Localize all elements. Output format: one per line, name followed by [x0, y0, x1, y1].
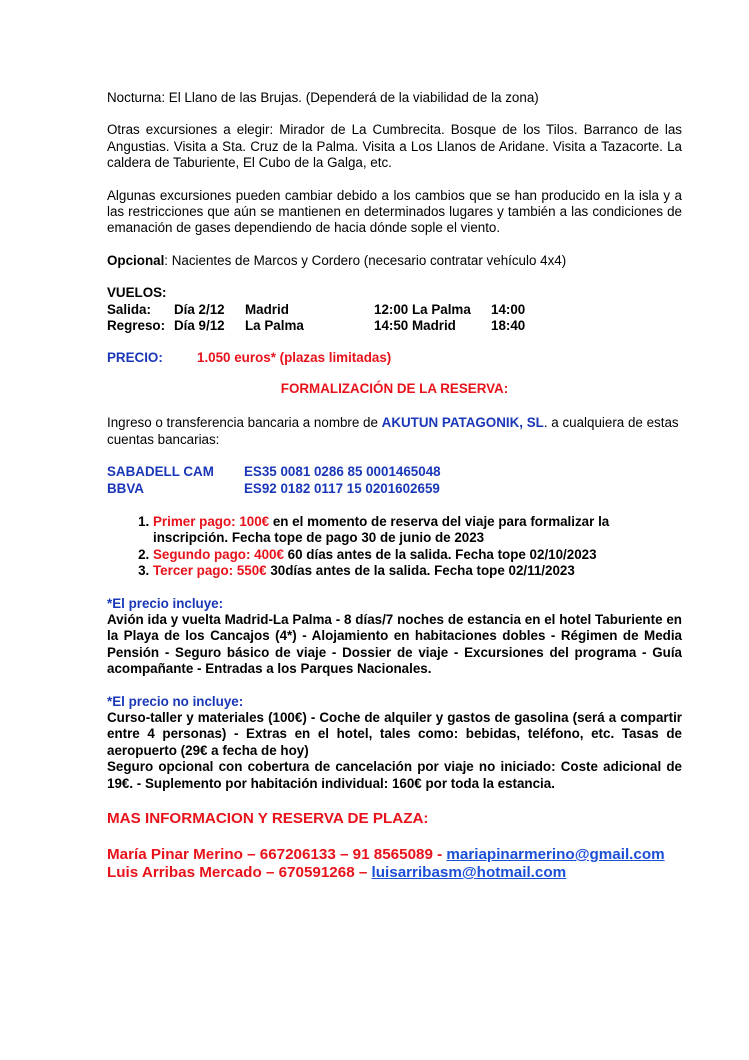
vuelos-title: VUELOS: — [107, 285, 167, 301]
payment-text: 60 días antes de la salida. Fecha tope 02/10/2023 — [283, 546, 597, 562]
contact-line — [107, 846, 682, 864]
flight-type: Regreso: — [107, 318, 166, 334]
no-incluye-title: *El precio no incluye: — [107, 693, 244, 709]
flight-origin: La Palma — [245, 318, 304, 334]
ingreso-after: . a cualquiera de estas cuentas bancarias: — [107, 415, 679, 447]
document-page — [107, 90, 682, 882]
payments-list — [107, 514, 682, 580]
payment-item — [153, 547, 682, 563]
contact-name: María Pinar Merino – 667206133 – 91 8565089 - — [107, 846, 447, 863]
bank-name: SABADELL CAM — [107, 464, 214, 480]
bank-iban: ES92 0182 0117 15 0201602659 — [244, 480, 440, 496]
payment-label: Tercer pago: 550€ — [153, 563, 267, 579]
account-row — [107, 481, 441, 497]
payment-item — [153, 563, 682, 579]
flight-day: Día 2/12 — [174, 301, 225, 317]
incluye-title: *El precio incluye: — [107, 595, 224, 611]
opcional-paragraph — [107, 253, 682, 269]
bank-iban: ES35 0081 0286 85 0001465048 — [244, 464, 441, 480]
flight-departure: 14:50 Madrid — [374, 318, 456, 334]
contact-email-link[interactable]: luisarribasm@hotmail.com — [371, 864, 567, 881]
mas-info-title: MAS INFORMACION Y RESERVA DE PLAZA: — [107, 810, 429, 827]
algunas-excursiones-paragraph: Algunas excursiones pueden cambiar debido a los cambios que se han producido en la isla y a las restricciones que aún se mantienen en determinados lugares y también a las condiciones de emanación de gases dependiendo de hacia dónde sople el viento. — [107, 187, 682, 236]
contact-name: Luis Arribas Mercado – 670591268 – — [107, 864, 372, 881]
flight-day: Día 9/12 — [174, 318, 225, 334]
contact-line — [107, 864, 682, 882]
flight-row — [107, 318, 525, 334]
opcional-label: Opcional — [107, 252, 165, 268]
otras-excursiones-paragraph: Otras excursiones a elegir: Mirador de La Cumbrecita. Bosque de los Tilos. Barranco de las Angustias. Visita a Sta. Cruz de la Palma. Visita a Los Llanos de Aridane. Visita a Tazacorte. La caldera de Taburiente, El Cubo de la Galga, etc. — [107, 122, 682, 171]
contact-email-link[interactable]: mariapinarmerino@gmail.com — [446, 846, 665, 863]
payment-item — [153, 514, 682, 547]
flight-arrival: 18:40 — [491, 318, 526, 334]
precio-label: PRECIO: — [107, 350, 163, 366]
flight-row — [107, 302, 525, 318]
flight-arrival: 14:00 — [491, 301, 526, 317]
no-incluye-text: Curso-taller y materiales (100€) - Coche de alquiler y gastos de gasolina (será a compartir entre 4 personas) - Extras en el hotel, tales como: bebidas, teléfono, etc. Tasas de aeropuerto (29€ a fecha de hoy) — [107, 709, 682, 758]
ingreso-before: Ingreso o transferencia bancaria a nombre de — [107, 415, 382, 431]
precio-value: 1.050 euros* (plazas limitadas) — [197, 350, 392, 366]
company-name: AKUTUN PATAGONIK, SL — [381, 415, 544, 431]
seguro-opcional-text: Seguro opcional con cobertura de cancelación por viaje no iniciado: Coste adicional de 19€. - Suplemento por habitación individual: 160€ por toda la estancia. — [107, 759, 682, 791]
payment-label: Primer pago: 100€ — [153, 513, 270, 529]
payment-text: 30días antes de la salida. Fecha tope 02/11/2023 — [266, 563, 575, 579]
nocturna-paragraph: Nocturna: El Llano de las Brujas. (Dependerá de la viabilidad de la zona) — [107, 90, 539, 105]
flight-origin: Madrid — [245, 301, 289, 317]
flights-table — [107, 302, 525, 335]
formalizacion-title: FORMALIZACIÓN DE LA RESERVA: — [280, 380, 509, 396]
incluye-text: Avión ida y vuelta Madrid-La Palma - 8 días/7 noches de estancia en el hotel Taburiente en la Playa de los Cancajos (4*) - Alojamiento en habitaciones dobles - Régimen de Media Pensión - Seguro básico de viaje - Dossier de viaje - Excursiones del programa - Guía acompañante - Entradas a los Parques Nacionales. — [107, 611, 682, 677]
payment-label: Segundo pago: 400€ — [153, 546, 284, 562]
ingreso-paragraph — [107, 415, 682, 448]
opcional-text: : Nacientes de Marcos y Cordero (necesario contratar vehículo 4x4) — [164, 252, 567, 268]
flight-type: Salida: — [107, 301, 151, 317]
account-row — [107, 464, 441, 480]
flight-departure: 12:00 La Palma — [374, 301, 471, 317]
payment-text: en el momento de reserva del viaje para formalizar la inscripción. Fecha tope de pago 30 de junio de 2023 — [153, 513, 610, 546]
precio-line — [107, 350, 682, 366]
accounts-table — [107, 464, 441, 497]
bank-name: BBVA — [107, 480, 144, 496]
